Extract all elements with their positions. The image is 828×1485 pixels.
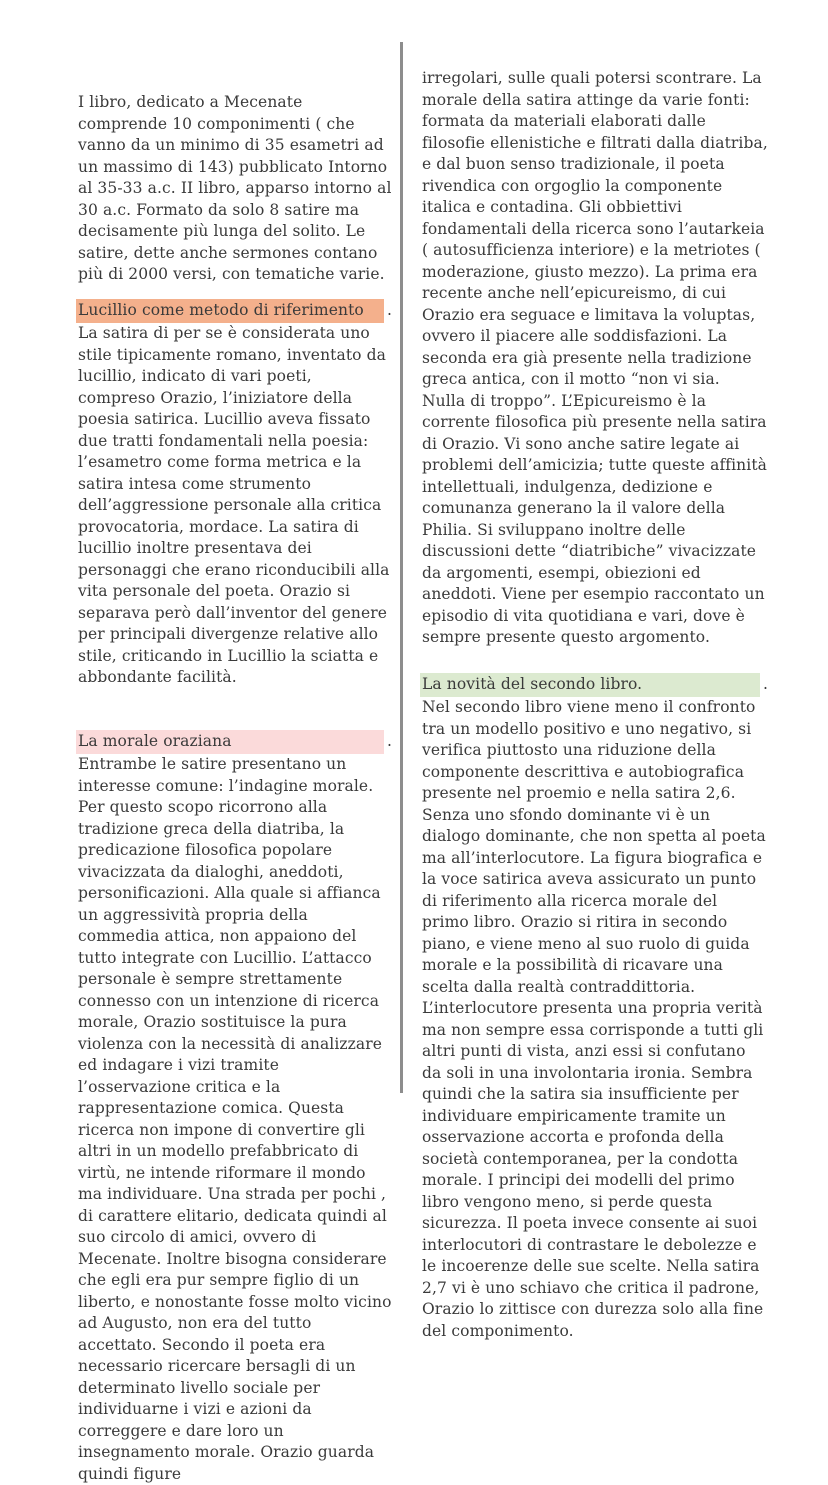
- highlighted-heading-text: La morale oraziana: [76, 730, 384, 755]
- section-heading-lucillio: [78, 299, 392, 324]
- continuation-paragraph: irregolari, sulle quali potersi scontrare. La morale della satira attinge da varie fonti: formata da materiali elaborati dalle filosofie ellenistiche e filtrati dalla diatriba, e dal buon senso tradizionale, il poeta rivendica con orgoglio la componente italica e contadina. Gli obbiettivi fondamentali della ricerca sono l’autarkeia ( autosufficienza interiore) e la metriotes ( moderazione, giusto mezzo). La prima era recente anche nell’epicureismo, di cui Orazio era seguace e limitava la voluptas, ovvero il piacere alle soddisfazioni. La seconda era già presente nella tradizione greca antica, con il motto “non vi sia. Nulla di troppo”. L’Epicureismo è la corrente filosofica più presente nella satira di Orazio. Vi sono anche satire legate ai problemi dell’amicizia; tutte queste affinità intellettuali, indulgenza, dedizione e comunanza generano la il valore della Philia. Si sviluppano inoltre delle discussioni dette “diatribiche” vivacizzate da argomenti, esempi, obiezioni ed aneddoti. Viene per esempio raccontato un episodio di vita quotidiana e vari, dove è sempre presente questo argomento.: [422, 69, 768, 646]
- section-body-morale: Entrambe le satire presentano un interesse comune: l’indagine morale. Per questo scopo ricorrono alla tradizione greca della diatriba, la predicazione filosofica popolare vivacizzata da dialoghi, aneddoti, personificazioni. Alla quale si affianca un aggressività propria della commedia attica, non appaiono del tutto integrate con Lucillio. L’attacco personale è sempre strettamente connesso con un intenzione di ricerca morale, Orazio sostituisce la pura violenza con la necessità di analizzare ed indagare i vizi tramite l’osservazione critica e la rappresentazione comica. Questa ricerca non impone di convertire gli altri in un modello prefabbricato di virtù, ne intende riformare il mondo ma individuare. Una strada per pochi , di carattere elitario, dedicata quindi al suo circolo di amici, ovvero di Mecenate. Inoltre bisogna considerare che egli era pur sempre figlio di un liberto, e nonostante fosse molto vicino ad Augusto, non era del tutto accettato. Secondo il poeta era necessario ricercare bersagli di un determinato livello sociale per individuarne i vizi e azioni da correggere e dare loro un insegnamento morale. Orazio guarda quindi figure: [78, 755, 392, 1483]
- heading-trailing-dot: .: [762, 674, 768, 693]
- column-divider-line: [400, 42, 403, 1093]
- intro-paragraph: I libro, dedicato a Mecenate comprende 10 componimenti ( che vanno da un minimo di 35 esametri ad un massimo di 143) pubblicato Intorno al 35-33 a.c. II libro, apparso intorno al 30 a.c. Formato da solo 8 satire ma decisamente più lunga del solito. Le satire, dette anche sermones contano più di 2000 versi, con tematiche varie.: [78, 93, 392, 283]
- section-heading-novita: [422, 673, 768, 698]
- right-column: [422, 42, 768, 1342]
- left-column: [78, 42, 400, 1485]
- highlighted-heading-text: Lucillio come metodo di riferimento: [76, 299, 384, 324]
- section-heading-morale: [78, 730, 392, 755]
- section-body-lucillio: La satira di per se è considerata uno stile tipicamente romano, inventato da lucillio, indicato di vari poeti, compreso Orazio, l’iniziatore della poesia satirica. Lucillio aveva fissato due tratti fondamentali nella poesia: l’esametro come forma metrica e la satira intesa come strumento dell’aggressione personale alla critica provocatoria, mordace. La satira di lucillio inoltre presentava dei personaggi che erano riconducibili alla vita personale del poeta. Orazio si separava però dall’inventor del genere per principali divergenze relative allo stile, criticando in Lucillio la sciatta e abbondante facilità.: [78, 324, 390, 686]
- heading-trailing-dot: .: [386, 300, 392, 319]
- highlighted-heading-text: La novità del secondo libro.: [420, 673, 760, 698]
- heading-trailing-dot: .: [386, 731, 392, 750]
- section-body-novita: Nel secondo libro viene meno il confronto tra un modello positivo e uno negativo, si verifica piuttosto una riduzione della componente descrittiva e autobiografica presente nel proemio e nella satira 2,6. Senza uno sfondo dominante vi è un dialogo dominante, che non spetta al poeta ma all’interlocutore. La figura biografica e la voce satirica aveva assicurato un punto di riferimento alla ricerca morale del primo libro. Orazio si ritira in secondo piano, e viene meno al suo ruolo di guida morale e la possibilità di ricavare una scelta dalla realtà contraddittoria. L’interlocutore presenta una propria verità ma non sempre essa corrisponde a tutti gli altri punti di vista, anzi essi si confutano da soli in una involontaria ironia. Sembra quindi che la satira sia insufficiente per individuare empiricamente tramite un osservazione accorta e profonda della società contemporanea, per la condotta morale. I principi dei modelli del primo libro vengono meno, si perde questa sicurezza. Il poeta invece consente ai suoi interlocutori di contrastare le debolezze e le incoerenze delle sue scelte. Nella satira 2,7 vi è uno schiavo che critica il padrone, Orazio lo zittisce con durezza solo alla fine del componimento.: [422, 698, 766, 1340]
